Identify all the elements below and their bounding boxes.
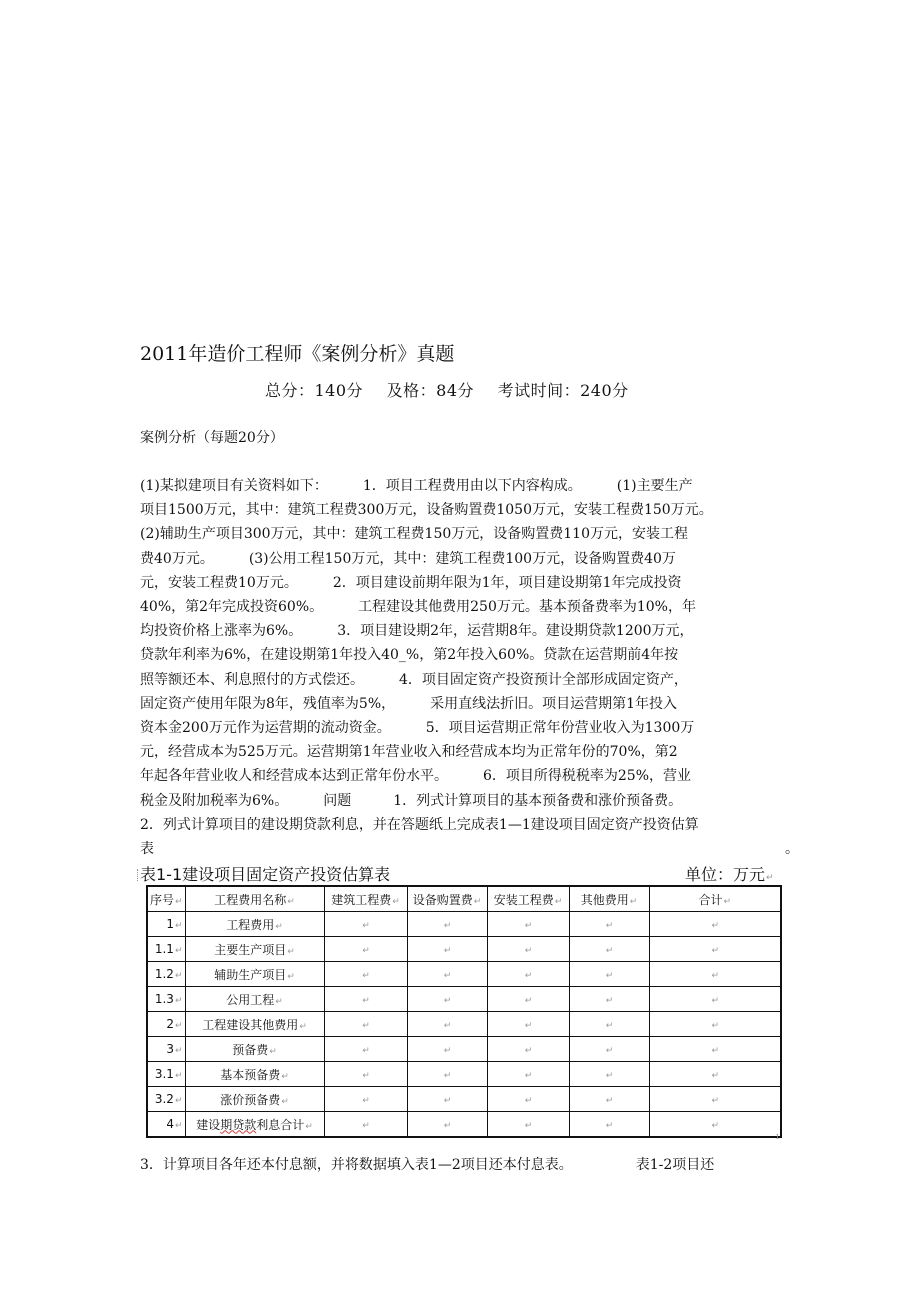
table-header-cell: 设备购置费↵: [407, 886, 487, 912]
paragraph-mark: ↵: [299, 1021, 307, 1032]
cost-name-cell: 涨价预备费↵: [185, 1087, 324, 1112]
exam-time: 考试时间：240分: [497, 381, 629, 400]
paragraph-mark: ↵: [524, 1046, 533, 1056]
paragraph-mark: ↵: [443, 1046, 452, 1056]
table-row: [147, 987, 781, 1012]
paragraph-mark: ↵: [362, 996, 370, 1006]
table-row: [147, 1062, 781, 1087]
paragraph-mark: ↵: [473, 896, 482, 907]
table-header-cell: 工程费用名称↵: [185, 886, 324, 912]
empty-value-cell: [569, 1012, 649, 1037]
row-number-cell: 1.1↵: [147, 937, 185, 962]
pass-score: 及格：84分: [386, 381, 475, 400]
table-header-cell: 建筑工程费↵: [324, 886, 407, 912]
empty-value-cell: [407, 1112, 487, 1138]
paragraph-mark: ↵: [524, 921, 533, 931]
empty-value-cell: [324, 912, 407, 937]
empty-value-cell: [487, 962, 569, 987]
paragraph-mark: ↵: [524, 1096, 533, 1106]
total-score: 总分：140分: [265, 381, 364, 400]
paragraph-mark: ↵: [711, 1021, 720, 1031]
empty-value-cell: [324, 937, 407, 962]
empty-value-cell: [324, 1037, 407, 1062]
paragraph-mark: ↵: [443, 946, 452, 956]
paragraph-line: 固定资产使用年限为8年，残值率为5%， 采用直线法折旧。项目运营期第1年投入: [140, 695, 678, 712]
table-header-cell: 其他费用↵: [569, 886, 649, 912]
empty-value-cell: [407, 1087, 487, 1112]
paragraph-mark: ↵: [392, 896, 400, 907]
case-description: [140, 474, 799, 861]
cost-name-cell: 工程建设其他费用↵: [185, 1012, 324, 1037]
empty-value-cell: [569, 1062, 649, 1087]
paragraph-mark: ↵: [524, 946, 533, 956]
paragraph-mark: ↵: [524, 1121, 533, 1131]
paragraph-mark: ↵: [362, 1046, 370, 1056]
empty-value-cell: [569, 1037, 649, 1062]
row-number-cell: 4↵: [147, 1112, 185, 1138]
cost-name-cell: 主要生产项目↵: [185, 937, 324, 962]
paragraph-line: 项目1500万元，其中：建筑工程费300万元，设备购置费1050万元，安装工程费150万元。: [140, 502, 713, 519]
row-number-cell: 3.1↵: [147, 1062, 185, 1087]
paragraph-mark: ↵: [174, 1021, 183, 1031]
empty-value-cell: [569, 937, 649, 962]
paragraph-line: 元，安装工程费10万元。 2．项目建设前期年限为1年，项目建设期第1年完成投资: [140, 574, 682, 591]
paragraph-mark: ↵: [605, 1096, 614, 1106]
paragraph-mark: ↵: [711, 996, 720, 1006]
paragraph-mark: ↵: [174, 1096, 183, 1106]
empty-value-cell: [649, 1037, 781, 1062]
paragraph-mark: ↵: [287, 971, 295, 982]
paragraph-mark: ↵: [711, 921, 720, 931]
table-caption: 表1-1建设项目固定资产投资估算表: [140, 865, 391, 884]
empty-value-cell: [324, 1087, 407, 1112]
paragraph-mark: ↵: [524, 971, 533, 981]
paragraph-mark: ↵: [174, 971, 183, 981]
table-unit: [685, 862, 774, 885]
investment-estimate-table: [146, 885, 782, 1138]
paragraph-mark: ↵: [174, 1071, 183, 1081]
paragraph-mark: ↵: [362, 921, 370, 931]
paragraph-mark: ↵: [766, 873, 774, 883]
paragraph-mark: ↵: [362, 1021, 370, 1031]
paragraph-mark: ↵: [174, 1046, 183, 1056]
cost-name-cell: 辅助生产项目↵: [185, 962, 324, 987]
table-header-cell: 序号↵: [147, 886, 185, 912]
row-number-cell: 1↵: [147, 912, 185, 937]
empty-value-cell: [649, 1112, 781, 1138]
paragraph-mark: ↵: [281, 1096, 289, 1107]
paragraph-mark: ↵: [605, 1021, 614, 1031]
paragraph-mark: ↵: [362, 946, 370, 956]
table-row: [147, 1037, 781, 1062]
empty-value-cell: [407, 962, 487, 987]
paragraph-line: 元，经营成本为525万元。运营期第1年营业收入和经营成本均为正常年份的70%，第2: [140, 744, 678, 761]
empty-value-cell: [487, 987, 569, 1012]
empty-value-cell: [649, 1087, 781, 1112]
paragraph-line: 均投资价格上涨率为6%。 3．项目建设期2年，运营期8年。建设期贷款1200万元，: [140, 623, 694, 640]
empty-value-cell: [487, 937, 569, 962]
empty-value-cell: [569, 912, 649, 937]
paragraph-mark: ↵: [305, 1121, 313, 1132]
table-row: [147, 962, 781, 987]
paragraph-line: (2)辅助生产项目300万元，其中：建筑工程费150万元，设备购置费110万元，安装工程: [140, 526, 688, 543]
paragraph-mark: ↵: [362, 1096, 370, 1106]
paragraph-mark: ↵: [605, 1071, 614, 1081]
empty-value-cell: [487, 1037, 569, 1062]
table-row: [147, 1112, 781, 1138]
table-header-cell: 合计↵: [649, 886, 781, 912]
empty-value-cell: [324, 1062, 407, 1087]
paragraph-mark: ↵: [711, 1121, 720, 1131]
paragraph-mark: ↵: [174, 1121, 183, 1131]
paragraph-line: 年起各年营业收人和经营成本达到正常年份水平。 6．项目所得税税率为25%，营业: [140, 768, 692, 785]
table-header-row: [147, 886, 781, 912]
document-title: 2011年造价工程师《案例分析》真题: [140, 343, 455, 365]
paragraph-mark: ↵: [629, 896, 638, 907]
paragraph-mark: ↵: [275, 996, 283, 1007]
paragraph-mark: ↵: [711, 971, 720, 981]
paragraph-mark: ↵: [269, 1046, 277, 1057]
paragraph-line: 照等额还本、利息照付的方式偿还。 4．项目固定资产投资预计全部形成固定资产，: [140, 671, 688, 688]
empty-value-cell: [324, 987, 407, 1012]
cost-name-cell: 工程费用↵: [185, 912, 324, 937]
empty-value-cell: [407, 1037, 487, 1062]
empty-value-cell: [649, 962, 781, 987]
paragraph-mark: ↵: [443, 1071, 452, 1081]
paragraph-line: 40%，第2年完成投资60%。 工程建设其他费用250万元。基本预备费率为10%，年: [140, 599, 696, 616]
table-row: [147, 1087, 781, 1112]
paragraph-mark: ↵: [443, 996, 452, 1006]
paragraph-mark: ↵: [174, 921, 183, 931]
empty-value-cell: [487, 912, 569, 937]
paragraph-mark: ↵: [287, 946, 295, 957]
paragraph-mark: ↵: [605, 1121, 614, 1131]
empty-value-cell: [569, 1087, 649, 1112]
empty-value-cell: [324, 962, 407, 987]
paragraph-mark: ↵: [605, 971, 614, 981]
paragraph-mark: ↵: [174, 996, 183, 1006]
empty-value-cell: [324, 1012, 407, 1037]
paragraph-mark: ↵: [605, 996, 614, 1006]
paragraph-mark: ↵: [605, 921, 614, 931]
paragraph-mark: ↵: [362, 971, 370, 981]
paragraph-mark: ↵: [275, 921, 283, 932]
paragraph-line: 贷款年利率为6%，在建设期第1年投入40_%，第2年投入60%。贷款在运营期前4年按: [140, 647, 679, 664]
empty-value-cell: [324, 1112, 407, 1138]
paragraph-line: 资本金200万元作为运营期的流动资金。 5．项目运营期正常年份营业收入为1300万: [140, 720, 695, 737]
empty-value-cell: [649, 1012, 781, 1037]
paragraph-mark: ↵: [711, 1046, 720, 1056]
paragraph-mark: ↵: [524, 1071, 533, 1081]
paragraph-mark: ↵: [723, 896, 732, 907]
paragraph-line: 表 。: [140, 837, 790, 861]
empty-value-cell: [407, 937, 487, 962]
empty-value-cell: [407, 1062, 487, 1087]
question-three: 3．计算项目各年还本付息额，并将数据填入表1—2项目还本付息表。 表1-2项目还: [140, 1157, 715, 1173]
empty-value-cell: [407, 1012, 487, 1037]
empty-value-cell: [569, 987, 649, 1012]
row-number-cell: 1.3↵: [147, 987, 185, 1012]
empty-value-cell: [569, 962, 649, 987]
table-row: [147, 912, 781, 937]
table-row: [147, 937, 781, 962]
table-row: [147, 1012, 781, 1037]
cost-name-cell: 公用工程↵: [185, 987, 324, 1012]
paragraph-mark: ↵: [174, 896, 183, 907]
empty-value-cell: [487, 1012, 569, 1037]
table-unit-text: 单位：万元: [685, 865, 766, 884]
table-header-cell: 安装工程费↵: [487, 886, 569, 912]
empty-value-cell: [487, 1087, 569, 1112]
empty-value-cell: [487, 1112, 569, 1138]
paragraph-mark: ↵: [443, 1121, 452, 1131]
cost-name-cell: 预备费↵: [185, 1037, 324, 1062]
paragraph-mark: ↵: [362, 1071, 370, 1081]
section-heading: 案例分析（每题20分）: [140, 430, 284, 446]
paragraph-line: 税金及附加税率为6%。 问题 1．列式计算项目的基本预备费和涨价预备费。: [140, 792, 683, 809]
paragraph-line: 2．列式计算项目的建设期贷款利息，并在答题纸上完成表1—1建设项目固定资产投资估算: [140, 816, 699, 833]
empty-value-cell: [407, 987, 487, 1012]
empty-value-cell: [487, 1062, 569, 1087]
paragraph-line: (1)某拟建项目有关资料如下： 1．项目工程费用由以下内容构成。 (1)主要生产: [140, 478, 693, 494]
paragraph-mark: ↵: [605, 1046, 614, 1056]
empty-value-cell: [407, 912, 487, 937]
empty-value-cell: [649, 987, 781, 1012]
empty-value-cell: [649, 1062, 781, 1087]
paragraph-mark: ↵: [524, 1021, 533, 1031]
row-number-cell: 2↵: [147, 1012, 185, 1037]
table-end-mark: ı: [776, 1132, 779, 1142]
cost-name-cell: 建设期贷款利息合计↵: [185, 1112, 324, 1138]
table-body: [147, 912, 781, 1138]
paragraph-mark: ↵: [443, 1021, 452, 1031]
paragraph-mark: ↵: [287, 896, 295, 907]
paragraph-mark: ↵: [174, 946, 183, 956]
paragraph-mark: ↵: [443, 1096, 452, 1106]
empty-value-cell: [649, 937, 781, 962]
exam-meta: [265, 378, 647, 401]
paragraph-mark: ↵: [443, 921, 452, 931]
empty-value-cell: [569, 1112, 649, 1138]
row-number-cell: 3.2↵: [147, 1087, 185, 1112]
paragraph-mark: ↵: [281, 1071, 289, 1082]
paragraph-mark: ↵: [554, 896, 563, 907]
paragraph-mark: ↵: [443, 971, 452, 981]
paragraph-mark: ↵: [524, 996, 533, 1006]
row-number-cell: 1.2↵: [147, 962, 185, 987]
paragraph-mark: ↵: [605, 946, 614, 956]
paragraph-mark: ↵: [711, 1096, 720, 1106]
paragraph-mark: ↵: [362, 1121, 370, 1131]
row-number-cell: 3↵: [147, 1037, 185, 1062]
empty-value-cell: [649, 912, 781, 937]
paragraph-mark: ↵: [711, 1071, 720, 1081]
paragraph-line: 费40万元。 (3)公用工程150万元，其中：建筑工程费100万元，设备购置费40万: [140, 550, 676, 567]
paragraph-mark: ↵: [711, 946, 720, 956]
line-end-period: 。: [785, 841, 799, 858]
cost-name-cell: 基本预备费↵: [185, 1062, 324, 1087]
